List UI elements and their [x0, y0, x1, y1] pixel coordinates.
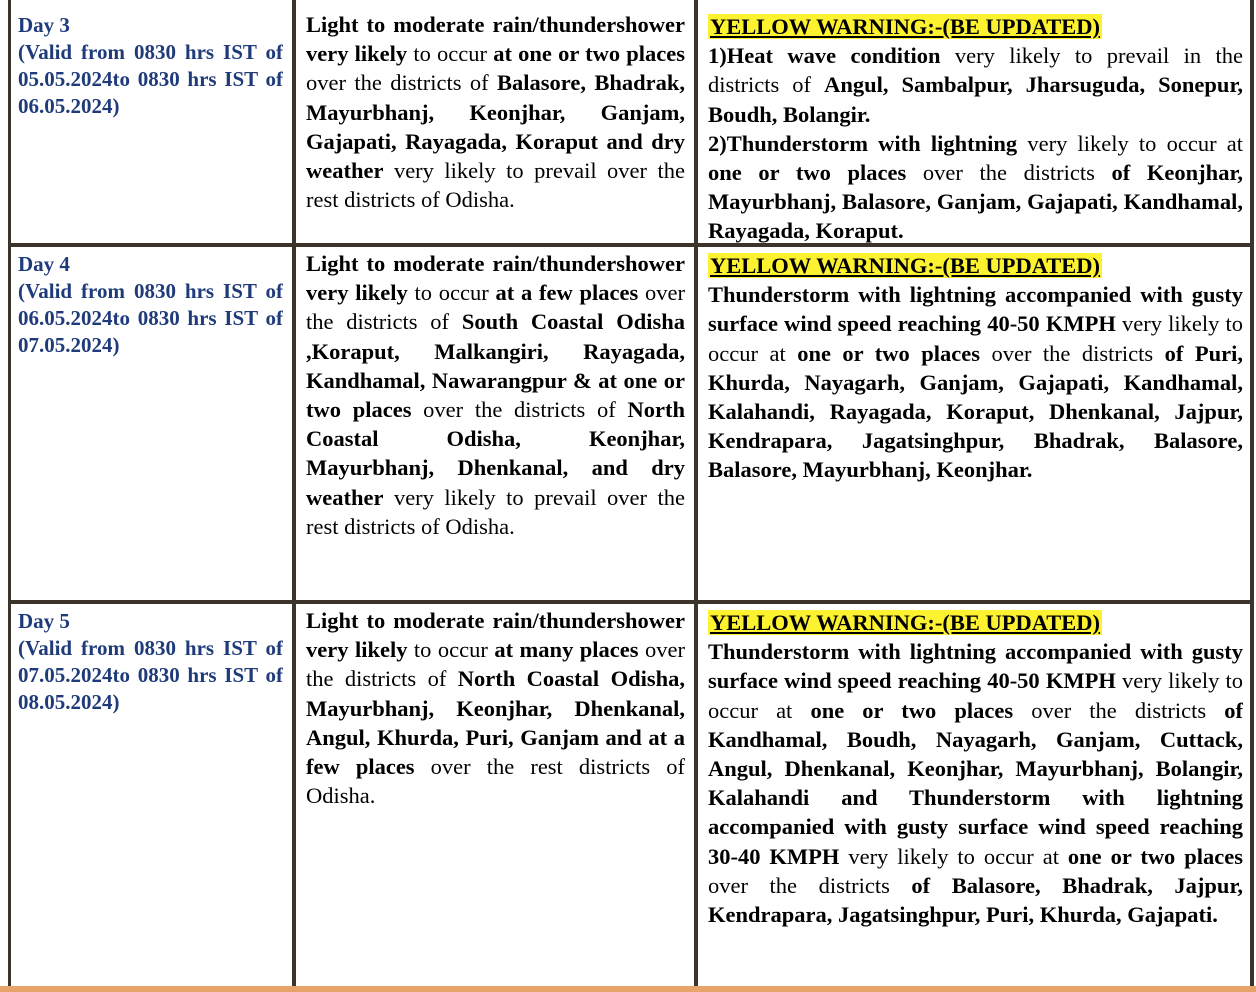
- bold-text: one or two places: [708, 160, 907, 186]
- text: very likely to occur at: [839, 843, 1068, 869]
- paragraph: [306, 606, 685, 810]
- bold-text: at many places: [494, 637, 639, 663]
- validity-period: (Valid from 0830 hrs IST of 07.05.2024to 0830 hrs IST of 08.05.2024): [18, 636, 283, 714]
- bold-text: Light to moderate rain/thundershower very likely: [306, 12, 685, 67]
- warning-heading: [708, 251, 1243, 280]
- day-label: Day 4: [18, 252, 70, 276]
- text: over the districts: [1013, 697, 1225, 723]
- text: very likely to occur at: [708, 311, 1243, 366]
- day-cell: [18, 608, 283, 983]
- table-border: [292, 0, 296, 992]
- text: very likely to occur at: [1017, 130, 1243, 156]
- text: over the districts of: [411, 397, 628, 423]
- validity-period: (Valid from 0830 hrs IST of 05.05.2024to 0830 hrs IST of 06.05.2024): [18, 40, 283, 118]
- bold-text: Balasore, Bhadrak, Mayurbhanj, Keonjhar, Ganjam, Gajapati, Rayagada, Koraput and dry weather: [306, 70, 685, 184]
- row-divider: [8, 243, 1254, 247]
- text: very likely to prevail over the rest districts of Odisha.: [306, 484, 685, 539]
- text: over the districts of: [306, 70, 497, 96]
- warning-heading: [708, 608, 1243, 637]
- bold-text: one or two places: [810, 697, 1014, 723]
- table-border: [694, 0, 698, 992]
- bold-text: North Coastal Odisha, Mayurbhanj, Keonjhar, Dhenkanal, Angul, Khurda, Puri, Ganjam and at a few places: [306, 666, 685, 780]
- paragraph: [708, 41, 1243, 129]
- row-divider: [8, 600, 1254, 604]
- bold-text: Thunderstorm with lightning accompanied with gusty surface wind speed reaching 40-50 KMPH: [708, 282, 1243, 337]
- page-edge: [0, 986, 1256, 992]
- bold-text: of Balasore, Bhadrak, Jajpur, Kendrapara, Jagatsinghpur, Puri, Khurda, Gajapati.: [708, 872, 1243, 928]
- text: very likely to prevail over the rest districts of Odisha.: [306, 158, 685, 213]
- bold-text: North Coastal Odisha, Keonjhar, Mayurbhanj, Dhenkanal, and dry weather: [306, 397, 685, 510]
- forecast-cell: [306, 606, 685, 986]
- text: to occur: [407, 41, 494, 67]
- bold-text: South Coastal Odisha ,Koraput, Malkangiri, Rayagada, Kandhamal, Nawarangpur & at one or two places: [306, 309, 685, 423]
- bold-text: one or two places: [1067, 843, 1243, 869]
- text: to occur: [407, 637, 495, 663]
- warning-cell: [708, 251, 1243, 596]
- yellow-warning-label: YELLOW WARNING:-(BE UPDATED): [710, 253, 1101, 278]
- bold-text: 2)Thunderstorm with lightning: [708, 130, 1018, 156]
- table-border: [8, 0, 11, 992]
- bold-text: Light to moderate rain/thundershower very likely: [306, 251, 685, 306]
- yellow-warning-label: YELLOW WARNING:-(BE UPDATED): [710, 610, 1101, 635]
- day-label: Day 5: [18, 609, 70, 633]
- text: to occur: [407, 280, 496, 306]
- day-label: Day 3: [18, 13, 70, 37]
- text: over the districts: [979, 340, 1165, 366]
- text: over the districts: [906, 160, 1112, 186]
- text: over the rest districts of Odisha.: [306, 754, 685, 809]
- paragraph: [708, 129, 1243, 244]
- bold-text: at a few places: [495, 280, 639, 306]
- bold-text: of Keonjhar, Mayurbhanj, Balasore, Ganjam, Gajapati, Kandhamal, Rayagada, Koraput.: [708, 160, 1243, 244]
- table-border: [1250, 0, 1254, 992]
- paragraph: [708, 637, 1243, 929]
- forecast-cell: [306, 10, 685, 242]
- bold-text: 1)Heat wave condition: [708, 43, 941, 69]
- bold-text: Light to moderate rain/thundershower very likely: [306, 608, 685, 663]
- day-cell: [18, 251, 283, 596]
- text: very likely to occur at: [708, 668, 1243, 723]
- bold-text: of Kandhamal, Boudh, Nayagarh, Ganjam, Cuttack, Angul, Dhenkanal, Keonjhar, Mayurbhanj, Bolangir, Kalahandi and Thunderstorm with lightning accompanied with gusty surface wind speed reaching 30-40 KMPH: [708, 697, 1243, 869]
- bold-text: Thunderstorm with lightning accompanied with gusty surface wind speed reaching 40-50 KMPH: [708, 639, 1243, 694]
- day-cell: [18, 12, 283, 240]
- bold-text: Angul, Sambalpur, Jharsuguda, Sonepur, Boudh, Bolangir.: [708, 72, 1243, 127]
- bold-text: one or two places: [797, 340, 980, 366]
- warning-heading: [708, 12, 1243, 41]
- text: very likely to prevail in the districts of: [708, 43, 1243, 98]
- text: over the districts of: [306, 637, 685, 692]
- warning-cell: [708, 608, 1243, 988]
- paragraph: [306, 10, 685, 214]
- warning-cell: [708, 12, 1243, 244]
- text: over the districts: [708, 872, 912, 898]
- forecast-cell: [306, 249, 685, 601]
- text: over the districts of: [306, 280, 685, 335]
- bold-text: of Puri, Khurda, Nayagarh, Ganjam, Gajapati, Kandhamal, Kalahandi, Rayagada, Koraput, Dhenkanal, Jajpur, Kendrapara, Jagatsinghpur, Bhadrak, Balasore, Balasore, Mayurbhanj, Keonjhar.: [708, 340, 1243, 483]
- validity-period: (Valid from 0830 hrs IST of 06.05.2024to 0830 hrs IST of 07.05.2024): [18, 279, 283, 357]
- yellow-warning-label: YELLOW WARNING:-(BE UPDATED): [710, 14, 1101, 39]
- bold-text: at one or two places: [493, 41, 685, 67]
- paragraph: [306, 249, 685, 541]
- paragraph: [708, 280, 1243, 484]
